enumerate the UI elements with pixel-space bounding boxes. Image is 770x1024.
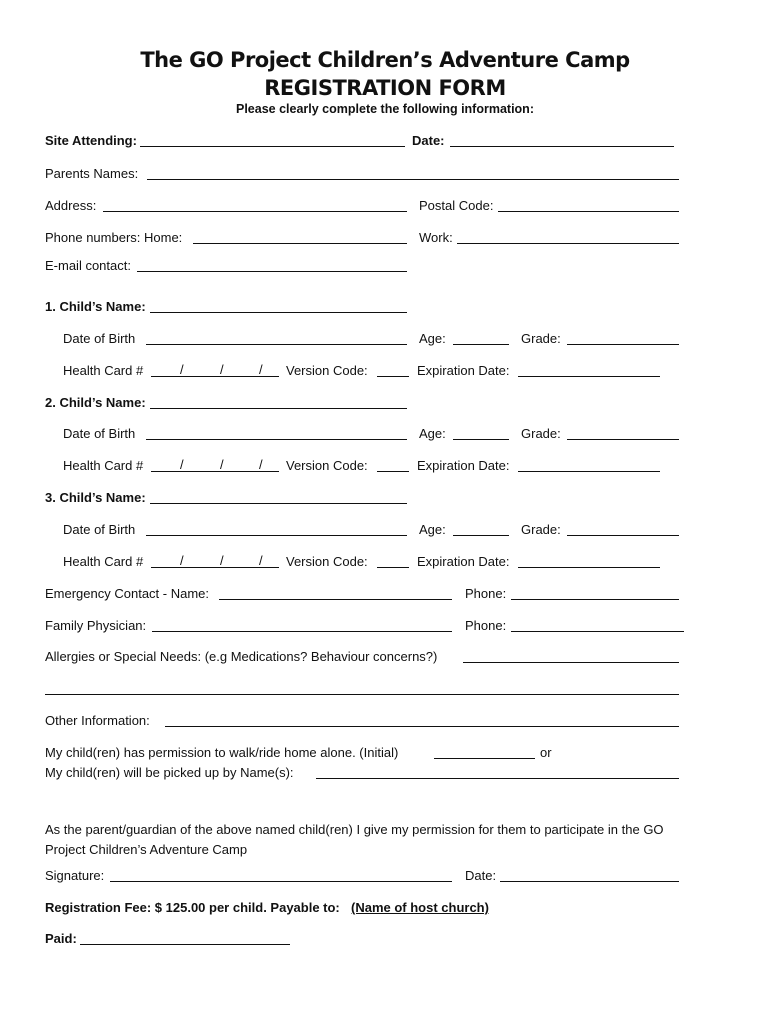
- child1-dob-field[interactable]: [146, 344, 407, 345]
- phone-home-label: Phone numbers: Home:: [45, 230, 183, 245]
- parents-field[interactable]: [147, 179, 679, 180]
- child2-hc-slash1: /: [180, 457, 184, 472]
- child1-version-label: Version Code:: [286, 363, 368, 378]
- signature-label: Signature:: [45, 868, 105, 883]
- child3-age-field[interactable]: [453, 535, 509, 536]
- picked-up-field[interactable]: [316, 778, 679, 779]
- child2-expiration-label: Expiration Date:: [417, 458, 510, 473]
- child2-expiration-field[interactable]: [518, 471, 660, 472]
- physician-phone-field[interactable]: [511, 631, 684, 632]
- walk-home-label: My child(ren) has permission to walk/ride home alone. (Initial): [45, 745, 399, 760]
- allergies-field-continued[interactable]: [45, 694, 679, 695]
- child3-healthcard-label: Health Card #: [63, 554, 144, 569]
- child1-hc-slash3: /: [259, 362, 263, 377]
- child2-grade-label: Grade:: [521, 426, 561, 441]
- email-label: E-mail contact:: [45, 258, 131, 273]
- child2-version-field[interactable]: [377, 471, 409, 472]
- child2-version-label: Version Code:: [286, 458, 368, 473]
- child3-grade-field[interactable]: [567, 535, 679, 536]
- child3-hc-slash3: /: [259, 553, 263, 568]
- postal-label: Postal Code:: [419, 198, 494, 213]
- date-field[interactable]: [450, 146, 674, 147]
- child3-name-field[interactable]: [150, 503, 407, 504]
- payable-to-church: (Name of host church): [351, 900, 489, 915]
- address-label: Address:: [45, 198, 97, 213]
- registration-fee-text: Registration Fee: $ 125.00 per child. Payable to:: [45, 900, 340, 915]
- postal-field[interactable]: [498, 211, 679, 212]
- email-field[interactable]: [137, 271, 407, 272]
- child3-hc-slash1: /: [180, 553, 184, 568]
- child3-dob-label: Date of Birth: [63, 522, 136, 537]
- child3-version-field[interactable]: [377, 567, 409, 568]
- child2-hc-slash3: /: [259, 457, 263, 472]
- child1-name-field[interactable]: [150, 312, 407, 313]
- work-field[interactable]: [457, 243, 679, 244]
- signature-date-field[interactable]: [500, 881, 679, 882]
- child2-healthcard-label: Health Card #: [63, 458, 144, 473]
- child2-age-field[interactable]: [453, 439, 509, 440]
- physician-label: Family Physician:: [45, 618, 147, 633]
- emergency-contact-label: Emergency Contact - Name:: [45, 586, 210, 601]
- child3-expiration-field[interactable]: [518, 567, 660, 568]
- child1-grade-field[interactable]: [567, 344, 679, 345]
- allergies-field[interactable]: [463, 662, 679, 663]
- paid-field[interactable]: [80, 944, 290, 945]
- child2-name-field[interactable]: [150, 408, 407, 409]
- child3-grade-label: Grade:: [521, 522, 561, 537]
- consent-line2: Project Children’s Adventure Camp: [45, 842, 248, 857]
- form-subtitle: REGISTRATION FORM: [264, 76, 506, 100]
- child2-grade-field[interactable]: [567, 439, 679, 440]
- allergies-label: Allergies or Special Needs: (e.g Medications? Behaviour concerns?): [45, 649, 438, 664]
- child3-expiration-label: Expiration Date:: [417, 554, 510, 569]
- work-label: Work:: [419, 230, 453, 245]
- child1-age-field[interactable]: [453, 344, 509, 345]
- emergency-contact-field[interactable]: [219, 599, 452, 600]
- other-info-label: Other Information:: [45, 713, 150, 728]
- parents-label: Parents Names:: [45, 166, 139, 181]
- or-label: or: [540, 745, 552, 760]
- signature-date-label: Date:: [465, 868, 497, 883]
- physician-field[interactable]: [152, 631, 452, 632]
- emergency-phone-field[interactable]: [511, 599, 679, 600]
- emergency-phone-label: Phone:: [465, 586, 507, 601]
- physician-phone-label: Phone:: [465, 618, 507, 633]
- child1-expiration-label: Expiration Date:: [417, 363, 510, 378]
- phone-home-field[interactable]: [193, 243, 407, 244]
- child1-name-label: 1. Child’s Name:: [45, 299, 146, 314]
- child1-expiration-field[interactable]: [518, 376, 660, 377]
- child2-dob-label: Date of Birth: [63, 426, 136, 441]
- picked-up-label: My child(ren) will be picked up by Name(s):: [45, 765, 294, 780]
- child3-age-label: Age:: [419, 522, 446, 537]
- child1-grade-label: Grade:: [521, 331, 561, 346]
- site-field[interactable]: [140, 146, 405, 147]
- child1-age-label: Age:: [419, 331, 446, 346]
- date-label: Date:: [412, 133, 445, 148]
- child1-version-field[interactable]: [377, 376, 409, 377]
- child1-dob-label: Date of Birth: [63, 331, 136, 346]
- child3-version-label: Version Code:: [286, 554, 368, 569]
- child2-name-label: 2. Child’s Name:: [45, 395, 146, 410]
- child3-dob-field[interactable]: [146, 535, 407, 536]
- child1-hc-slash1: /: [180, 362, 184, 377]
- walk-home-initial-field[interactable]: [434, 758, 535, 759]
- child3-hc-slash2: /: [220, 553, 224, 568]
- other-info-field[interactable]: [165, 726, 679, 727]
- child1-hc-slash2: /: [220, 362, 224, 377]
- instructions: Please clearly complete the following information:: [236, 102, 534, 116]
- address-field[interactable]: [103, 211, 407, 212]
- child2-age-label: Age:: [419, 426, 446, 441]
- site-label: Site Attending:: [45, 133, 137, 148]
- child3-name-label: 3. Child’s Name:: [45, 490, 146, 505]
- child1-healthcard-label: Health Card #: [63, 363, 144, 378]
- consent-line1: As the parent/guardian of the above named child(ren) I give my permission for them to participate in the GO: [45, 822, 664, 837]
- child2-dob-field[interactable]: [146, 439, 407, 440]
- form-title: The GO Project Children’s Adventure Camp: [140, 48, 630, 72]
- paid-label: Paid:: [45, 931, 77, 946]
- signature-field[interactable]: [110, 881, 452, 882]
- child2-hc-slash2: /: [220, 457, 224, 472]
